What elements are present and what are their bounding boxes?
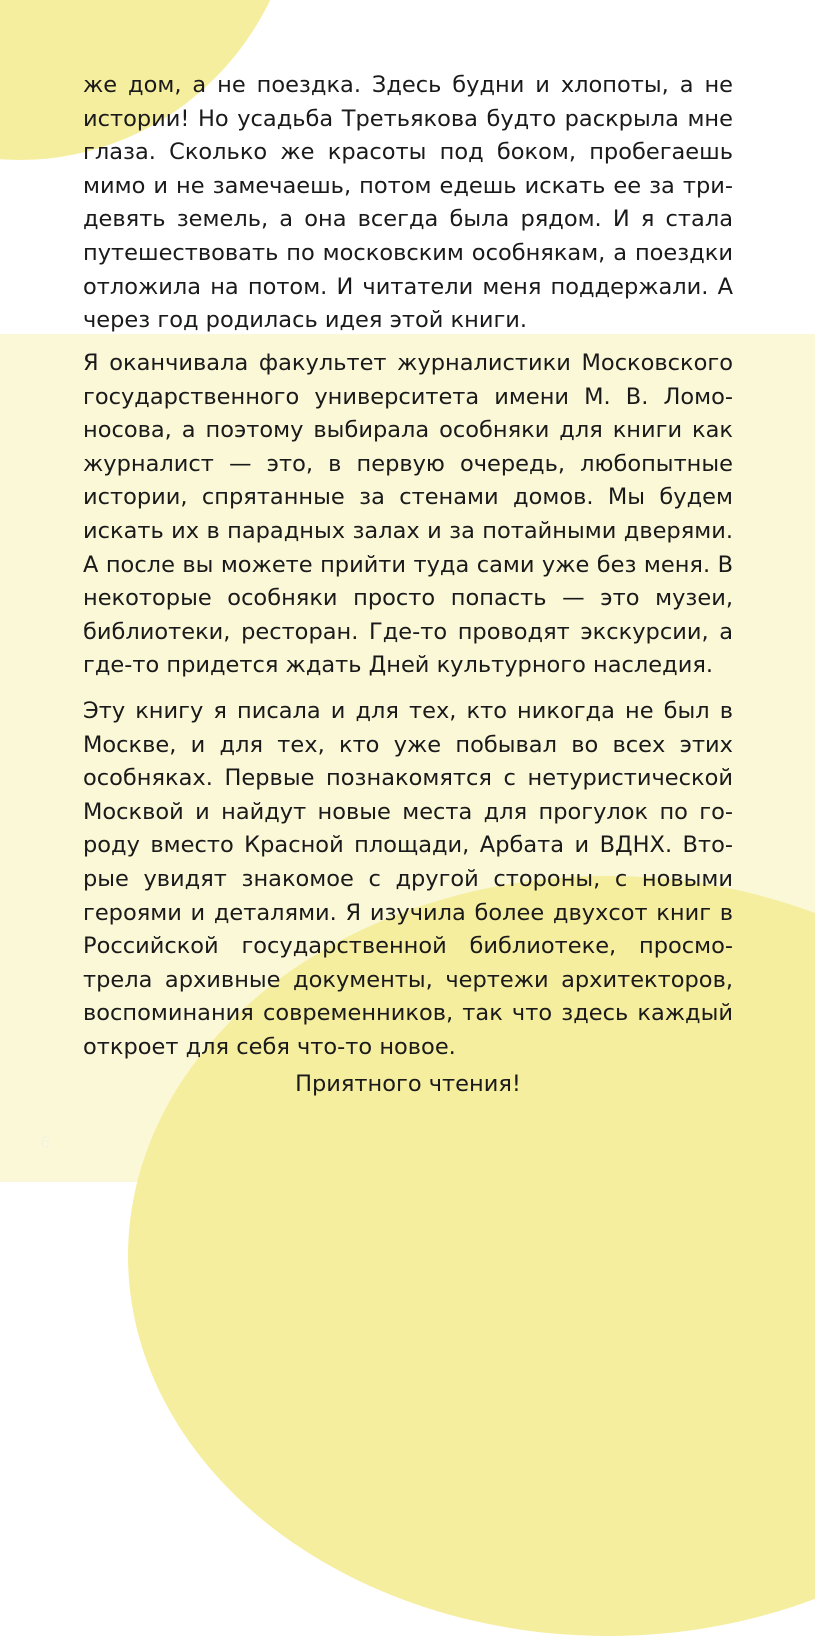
paragraph-3: Эту книгу я писала и для тех, кто никогда не был в Москве, и для тех, кто уже побывал во всех этих особняках. Первые познакомятся с нетуристической Москвой и найдут новые места для прогулок по городу вместо Красной площади, Арбата и ВДНХ. Вторые увидят знакомое с другой стороны, с новыми героями и деталями. Я изучила более двухсот книг в Российской государственной библиотеке, просмотрела архивные документы, чертежи архитекторов, воспоминания современников, так что здесь каждый откроет для себя что-то новое.	[83, 698, 733, 1060]
paragraph-2: Я оканчивала факультет журналистики Московского государственного университета имени М. В. Ломоносова, а поэтому выбирала особняки для книги как журналист — это, в первую очередь, любопытные истории, спрятанные за стенами домов. Мы будем искать их в парадных залах и за потайными дверями. А после вы можете прийти туда сами уже без меня. В некоторые особняки просто попасть — это музеи, библиотеки, ресторан. Где-то проводят экскурсии, а где-то придется ждать Дней культурного наследия.	[83, 350, 733, 679]
page-number: 6	[40, 1133, 51, 1152]
closing-line: Приятного чтения!	[295, 1071, 521, 1097]
paragraph-1: же дом, а не поездка. Здесь будни и хлопоты, а не истории! Но усадьба Третьякова будто раскрыла мне глаза. Сколько же красоты под боком, пробегаешь мимо и не замечаешь, потом едешь искать ее за тридевять земель, а она всегда была рядом. И я стала путешествовать по московским особнякам, а поездки отложила на потом. И читатели меня поддержали. А через год родилась идея этой книги.	[83, 72, 733, 334]
